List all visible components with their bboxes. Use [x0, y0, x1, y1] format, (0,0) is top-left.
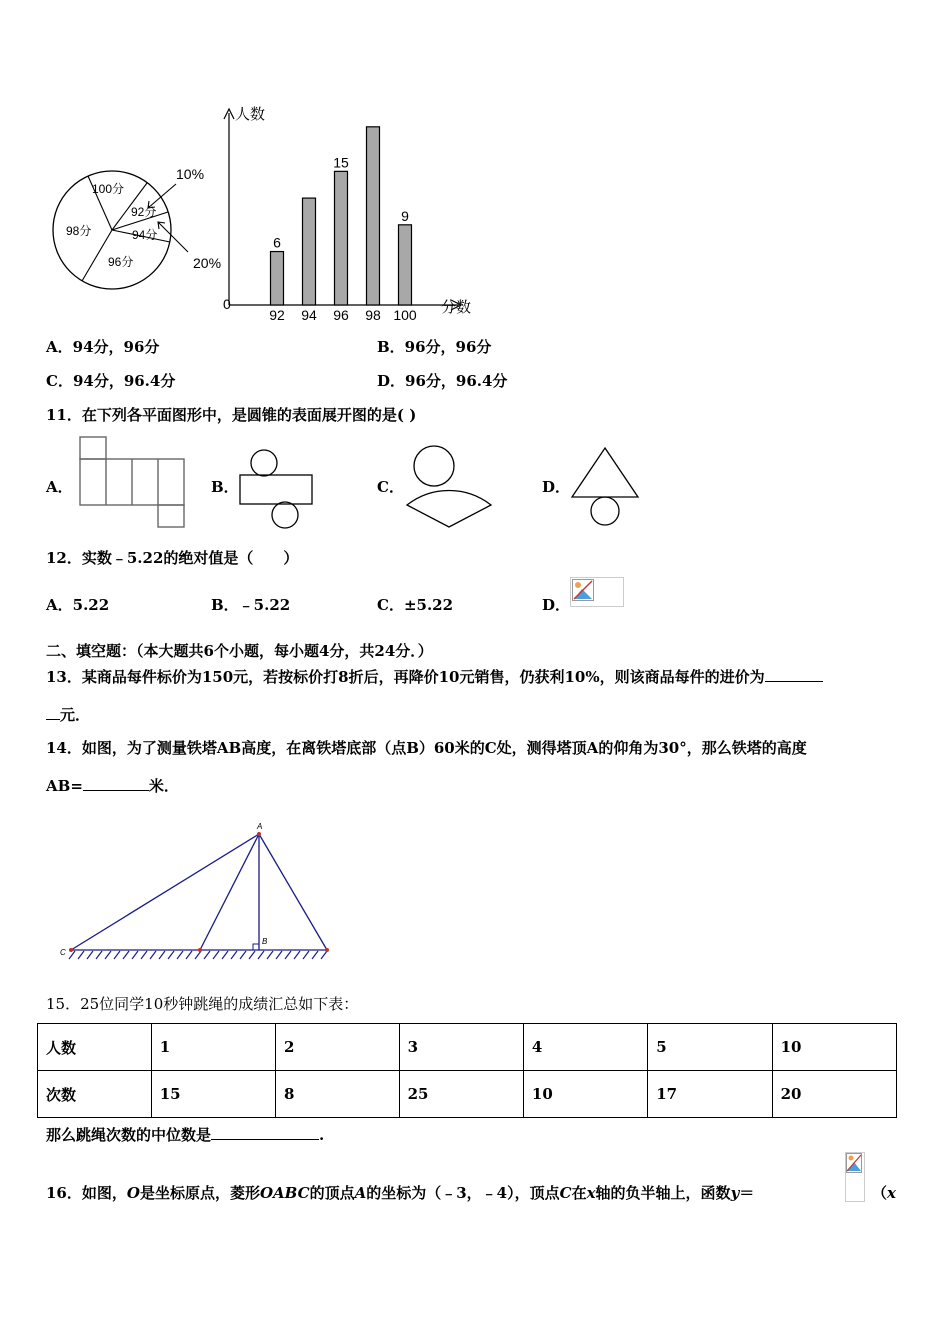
q14-answer-blank[interactable] — [83, 776, 149, 791]
pie-label-100: 100分 — [92, 182, 125, 196]
hatch-mark — [231, 951, 237, 959]
table-cell: 8 — [276, 1071, 400, 1118]
bar-92 — [271, 252, 284, 305]
hatch-mark — [96, 951, 102, 959]
hatch-mark — [150, 951, 156, 959]
hatch-mark — [159, 951, 165, 959]
q16-text: 在 — [571, 1184, 587, 1202]
q12-stem: 12．实数﹣5.22的绝对值是（ ） — [46, 549, 299, 567]
q14-prefix: AB= — [46, 777, 83, 795]
q16-tail — [872, 1182, 896, 1203]
q14-suffix: 米． — [148, 777, 179, 795]
q16-text: 是坐标原点，菱形 — [139, 1184, 260, 1202]
section-2-title: 二、填空题：（本大题共6个小题，每小题4分，共24分．） — [46, 642, 433, 660]
table-row — [38, 1071, 897, 1118]
hatch-mark — [195, 951, 201, 959]
x-tick-label: 98 — [365, 307, 381, 323]
q16-var: C — [559, 1184, 572, 1202]
q16-text: ＝ — [739, 1184, 755, 1202]
table-cell: 25 — [399, 1071, 523, 1118]
q16-text: 轴的负半轴上，函数 — [595, 1184, 731, 1202]
bar-96 — [335, 171, 348, 305]
q16-line — [46, 1182, 754, 1203]
q13-answer-blank-1[interactable] — [765, 667, 823, 682]
pct-label-20: 20% — [193, 255, 222, 271]
q11-stem: 11．在下列各平面图形中，是圆锥的表面展开图的是( ) — [46, 406, 417, 424]
bar-data-label: 9 — [401, 207, 409, 224]
line-da — [200, 834, 259, 950]
q16-var: y — [730, 1184, 740, 1202]
q12-option-c[interactable]: C．±5.22 — [377, 596, 454, 614]
q10-option-b[interactable]: B．96分，96分 — [377, 338, 492, 356]
bar-group — [269, 127, 417, 323]
q16-var: OABC — [259, 1184, 310, 1202]
q15-answer-blank[interactable] — [211, 1125, 319, 1140]
bar-chart-figure — [210, 95, 485, 325]
origin-label: 0 — [223, 296, 231, 312]
q16-var: A — [354, 1184, 367, 1202]
q14-line2 — [46, 775, 179, 796]
bar-94 — [303, 198, 316, 305]
pie-label-98: 98分 — [66, 224, 92, 238]
q16-var: x — [586, 1184, 596, 1202]
q14-line1: 14．如图，为了测量铁塔AB高度，在离铁塔底部（点B）60米的C处，测得塔顶A的仰角为30°，那么铁塔的高度 — [46, 739, 807, 757]
q15-after — [46, 1124, 324, 1145]
table-cell: 人数 — [38, 1024, 152, 1071]
hatch-mark — [105, 951, 111, 959]
hatch-mark — [267, 951, 273, 959]
tower-figure — [55, 818, 345, 968]
q10-option-a[interactable]: A．94分，96分 — [46, 338, 160, 356]
line-ca — [71, 834, 259, 950]
arrow-line — [158, 222, 188, 252]
hatch-mark — [204, 951, 210, 959]
q13-line1 — [46, 666, 823, 687]
hatch-mark — [213, 951, 219, 959]
pie-label-94: 94分 — [132, 228, 158, 242]
label-a: A — [257, 822, 263, 831]
x-tick-label: 92 — [269, 307, 285, 323]
table-cell: 10 — [523, 1071, 647, 1118]
hatch-mark — [87, 951, 93, 959]
point-e — [325, 948, 329, 952]
bar-data-label: 15 — [333, 154, 349, 171]
broken-image-icon — [846, 1153, 862, 1173]
hatch-mark — [303, 951, 309, 959]
q15-after-text: 那么跳绳次数的中位数是 — [46, 1126, 212, 1144]
q15-stem: 15．25位同学10秒钟跳绳的成绩汇总如下表： — [46, 995, 359, 1013]
q11-option-a-label[interactable]: A． — [46, 478, 73, 496]
table-cell: 次数 — [38, 1071, 152, 1118]
label-c: C — [60, 948, 66, 957]
hatch-mark — [78, 951, 84, 959]
q11-option-b-figure[interactable] — [236, 447, 316, 531]
pie-label-96: 96分 — [108, 255, 134, 269]
point-d — [198, 948, 202, 952]
hatch-mark — [69, 951, 75, 959]
q13-answer-blank-2[interactable] — [46, 705, 60, 720]
q11-option-a-figure[interactable] — [74, 434, 188, 530]
q12-option-b[interactable]: B．﹣5.22 — [211, 596, 291, 614]
hatch-mark — [285, 951, 291, 959]
q11-option-d-figure[interactable] — [568, 445, 644, 527]
q12-option-d-image-placeholder[interactable] — [570, 577, 624, 607]
q11-option-b-label[interactable]: B． — [211, 478, 239, 496]
table-cell: 5 — [648, 1024, 772, 1071]
q13-suffix: 元． — [60, 706, 91, 724]
hatch-mark — [222, 951, 228, 959]
hatch-mark — [258, 951, 264, 959]
x-axis-label: 分数 — [441, 299, 472, 316]
line-ea — [259, 834, 327, 950]
hatch-mark — [177, 951, 183, 959]
label-b: B — [262, 937, 268, 946]
bar-100 — [399, 225, 412, 305]
hatch-mark — [321, 951, 327, 959]
point-a — [257, 832, 261, 836]
hatch-mark — [141, 951, 147, 959]
x-tick-label: 94 — [301, 307, 317, 323]
q10-option-c[interactable]: C．94分，96.4分 — [46, 372, 176, 390]
q16-var: O — [126, 1184, 140, 1202]
pct-label-10: 10% — [176, 166, 205, 182]
jump-rope-table — [37, 1023, 897, 1118]
hatch-mark — [114, 951, 120, 959]
table-cell: 2 — [276, 1024, 400, 1071]
bar-data-label: 6 — [273, 234, 281, 251]
hatch-mark — [276, 951, 282, 959]
q13-line2 — [46, 704, 90, 725]
table-cell: 3 — [399, 1024, 523, 1071]
table-cell: 20 — [772, 1071, 896, 1118]
table-cell: 15 — [151, 1071, 275, 1118]
hatch-mark — [312, 951, 318, 959]
table-cell: 10 — [772, 1024, 896, 1071]
ground-hatch — [69, 951, 327, 959]
q11-option-d-label[interactable]: D． — [542, 478, 571, 496]
hatch-mark — [186, 951, 192, 959]
table-cell: 1 — [151, 1024, 275, 1071]
y-axis-label: 人数 — [235, 106, 266, 123]
q16-var: x — [887, 1184, 896, 1202]
hatch-mark — [123, 951, 129, 959]
hatch-mark — [132, 951, 138, 959]
table-row — [38, 1024, 897, 1071]
q12-option-d[interactable]: D． — [542, 596, 571, 614]
bar-98 — [367, 127, 380, 305]
q10-option-d[interactable]: D．96分，96.4分 — [377, 372, 508, 390]
q12-option-a[interactable]: A．5.22 — [46, 596, 110, 614]
broken-image-icon — [572, 579, 594, 601]
right-angle-mark — [253, 944, 259, 950]
q16-text: （ — [872, 1184, 888, 1202]
table-cell: 17 — [648, 1071, 772, 1118]
q11-option-c-figure[interactable] — [403, 443, 495, 531]
hatch-mark — [249, 951, 255, 959]
q16-formula-image-placeholder[interactable] — [845, 1152, 865, 1202]
table-cell: 4 — [523, 1024, 647, 1071]
q16-text: 的顶点 — [309, 1184, 355, 1202]
x-tick-label: 100 — [393, 307, 417, 323]
hatch-mark — [294, 951, 300, 959]
x-tick-label: 96 — [333, 307, 349, 323]
q16-text: 16．如图， — [46, 1184, 127, 1202]
q16-text: 的坐标为（﹣3，﹣4），顶点 — [366, 1184, 560, 1202]
q15-after-end: . — [319, 1126, 325, 1144]
q13-text: 13．某商品每件标价为150元，若按标价打8折后，再降价10元销售，仍获利10%，则该商品每件的进价为 — [46, 668, 765, 686]
pie-label-92: 92分 — [131, 205, 157, 219]
point-c — [69, 948, 73, 952]
q11-option-c-label[interactable]: C． — [377, 478, 404, 496]
hatch-mark — [240, 951, 246, 959]
hatch-mark — [168, 951, 174, 959]
